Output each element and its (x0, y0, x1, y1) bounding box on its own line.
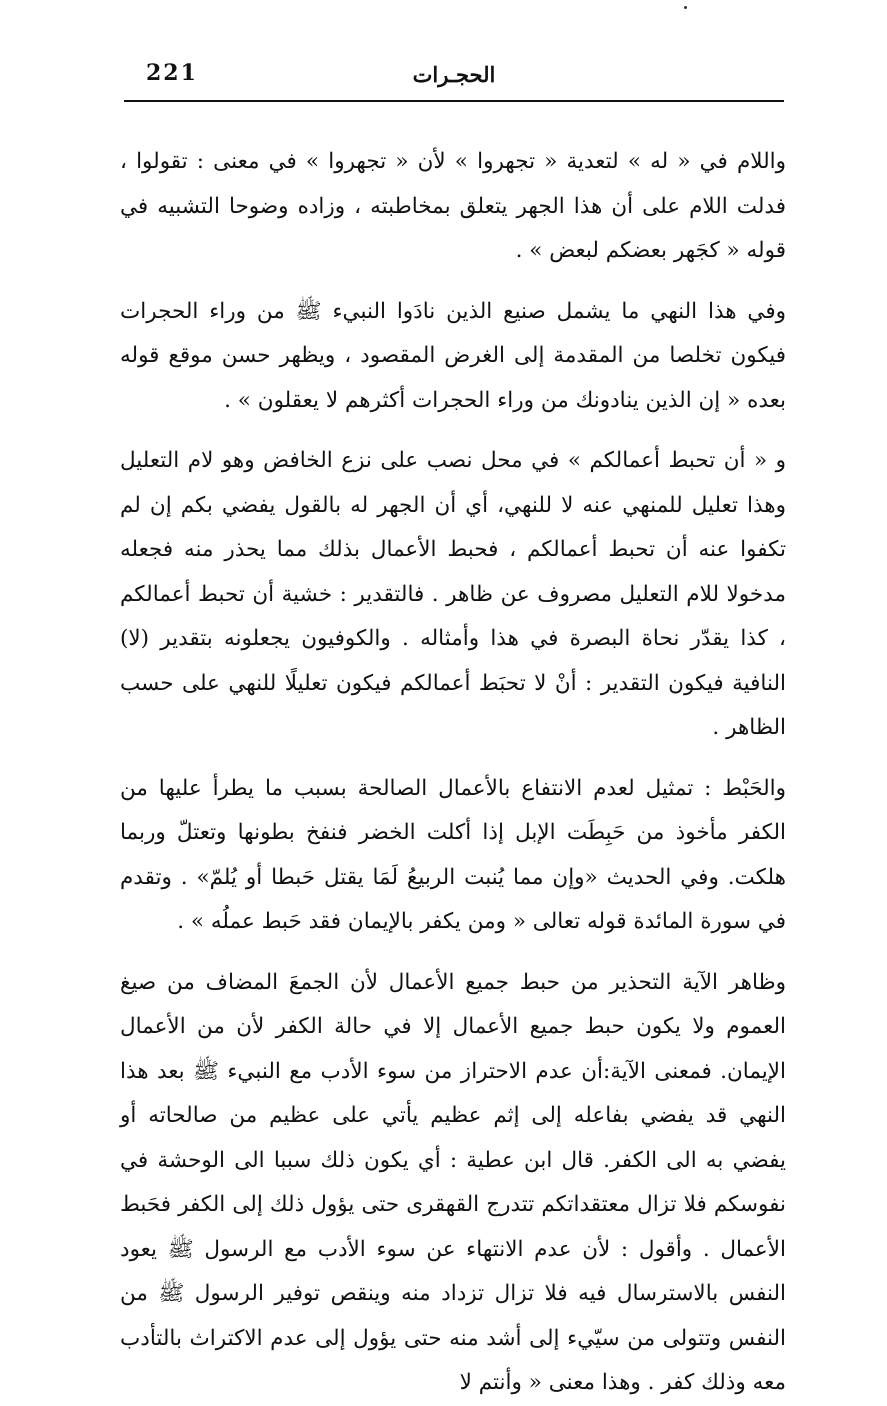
paragraph-calling-from-behind-chambers: وفي هذا النهي ما يشمل صنيع الذين نادَوا النبيء ﷺ من وراء الحجرات فيكون تخلصا من المقدمة إلى الغرض المقصود ، ويظهر حسن موقع قوله بعده « إن الذين ينادونك من وراء الحجرات أكثرهم لا يعقلون » . (120, 298, 786, 413)
paragraph-lam-explanation: واللام في « له » لتعدية « تجهروا » لأن « تجهروا » في معنى : تقولوا ، فدلت اللام على أن هذا الجهر يتعلق بمخاطبته ، وزاده وضوحا التشبيه في قوله « كجَهر بعضكم لبعض » . (120, 149, 786, 263)
paragraph-verse-meaning: وظاهر الآية التحذير من حبط جميع الأعمال لأن الجمعَ المضاف من صيغ العموم ولا يكون حبط جميع الأعمال إلا في حالة الكفر لأن من الأعمال الإيمان. فمعنى الآية:أن عدم الاحتراز من سوء الأدب مع النبيء ﷺ بعد هذا النهي قد يفضي بفاعله إلى إثم عظيم يأتي على عظيم من صالحاته أو يفضي به الى الكفر. قال ابن عطية : أي يكون ذلك سببا الى الوحشة في نفوسكم فلا تزال معتقداتكم تتدرج القهقرى حتى يؤول ذلك إلى الكفر فحَبط الأعمال . وأقول : لأن عدم الانتهاء عن سوء الأدب مع الرسول ﷺ يعود النفس بالاسترسال فيه فلا تزال تزداد منه وينقص توفير الرسول ﷺ من النفس وتتولى من سيّيء إلى أشد منه حتى يؤول إلى عدم الاكتراث بالتأدب معه وذلك كفر . وهذا معنى « وأنتم لا (120, 969, 786, 1395)
page-header (124, 54, 784, 102)
page-number: 221 (146, 60, 198, 86)
paragraph-habt-definition: والحَبْط : تمثيل لعدم الانتفاع بالأعمال الصالحة بسبب ما يطرأ عليها من الكفر مأخوذ من حَبِطَت الإبل إذا أكلت الخضر فنفخ بطونها وتعتلّ وربما هلكت. وفي الحديث «وإن مما يُنبت الربيعُ لَمَا يقتل حَبطا أو يُلمّ» . وتقدم في سورة المائدة قوله تعالى « ومن يكفر بالإيمان فقد حَبط عملُه » . (120, 775, 786, 934)
page-body (120, 140, 786, 1406)
running-title: الحجـرات (412, 62, 496, 87)
scan-speck (684, 6, 687, 9)
paragraph-an-tahbata-analysis: و « أن تحبط أعمالكم » في محل نصب على نزع الخافض وهو لام التعليل وهذا تعليل للمنهي عنه لا للنهي، أي أن الجهر له بالقول يفضي بكم إن لم تكفوا عنه أن تحبط أعمالكم ، فحبط الأعمال بذلك مما يحذر منه فجعله مدخولا للام التعليل مصروف عن ظاهر . فالتقدير : خشية أن تحبط أعمالكم ، كذا يقدّر نحاة البصرة في هذا وأمثاله . والكوفيون يجعلونه بتقدير (لا) النافية فيكون التقدير : أنْ لا تحبَط أعمالكم فيكون تعليلًا للنهي على حسب الظاهر . (120, 448, 786, 740)
